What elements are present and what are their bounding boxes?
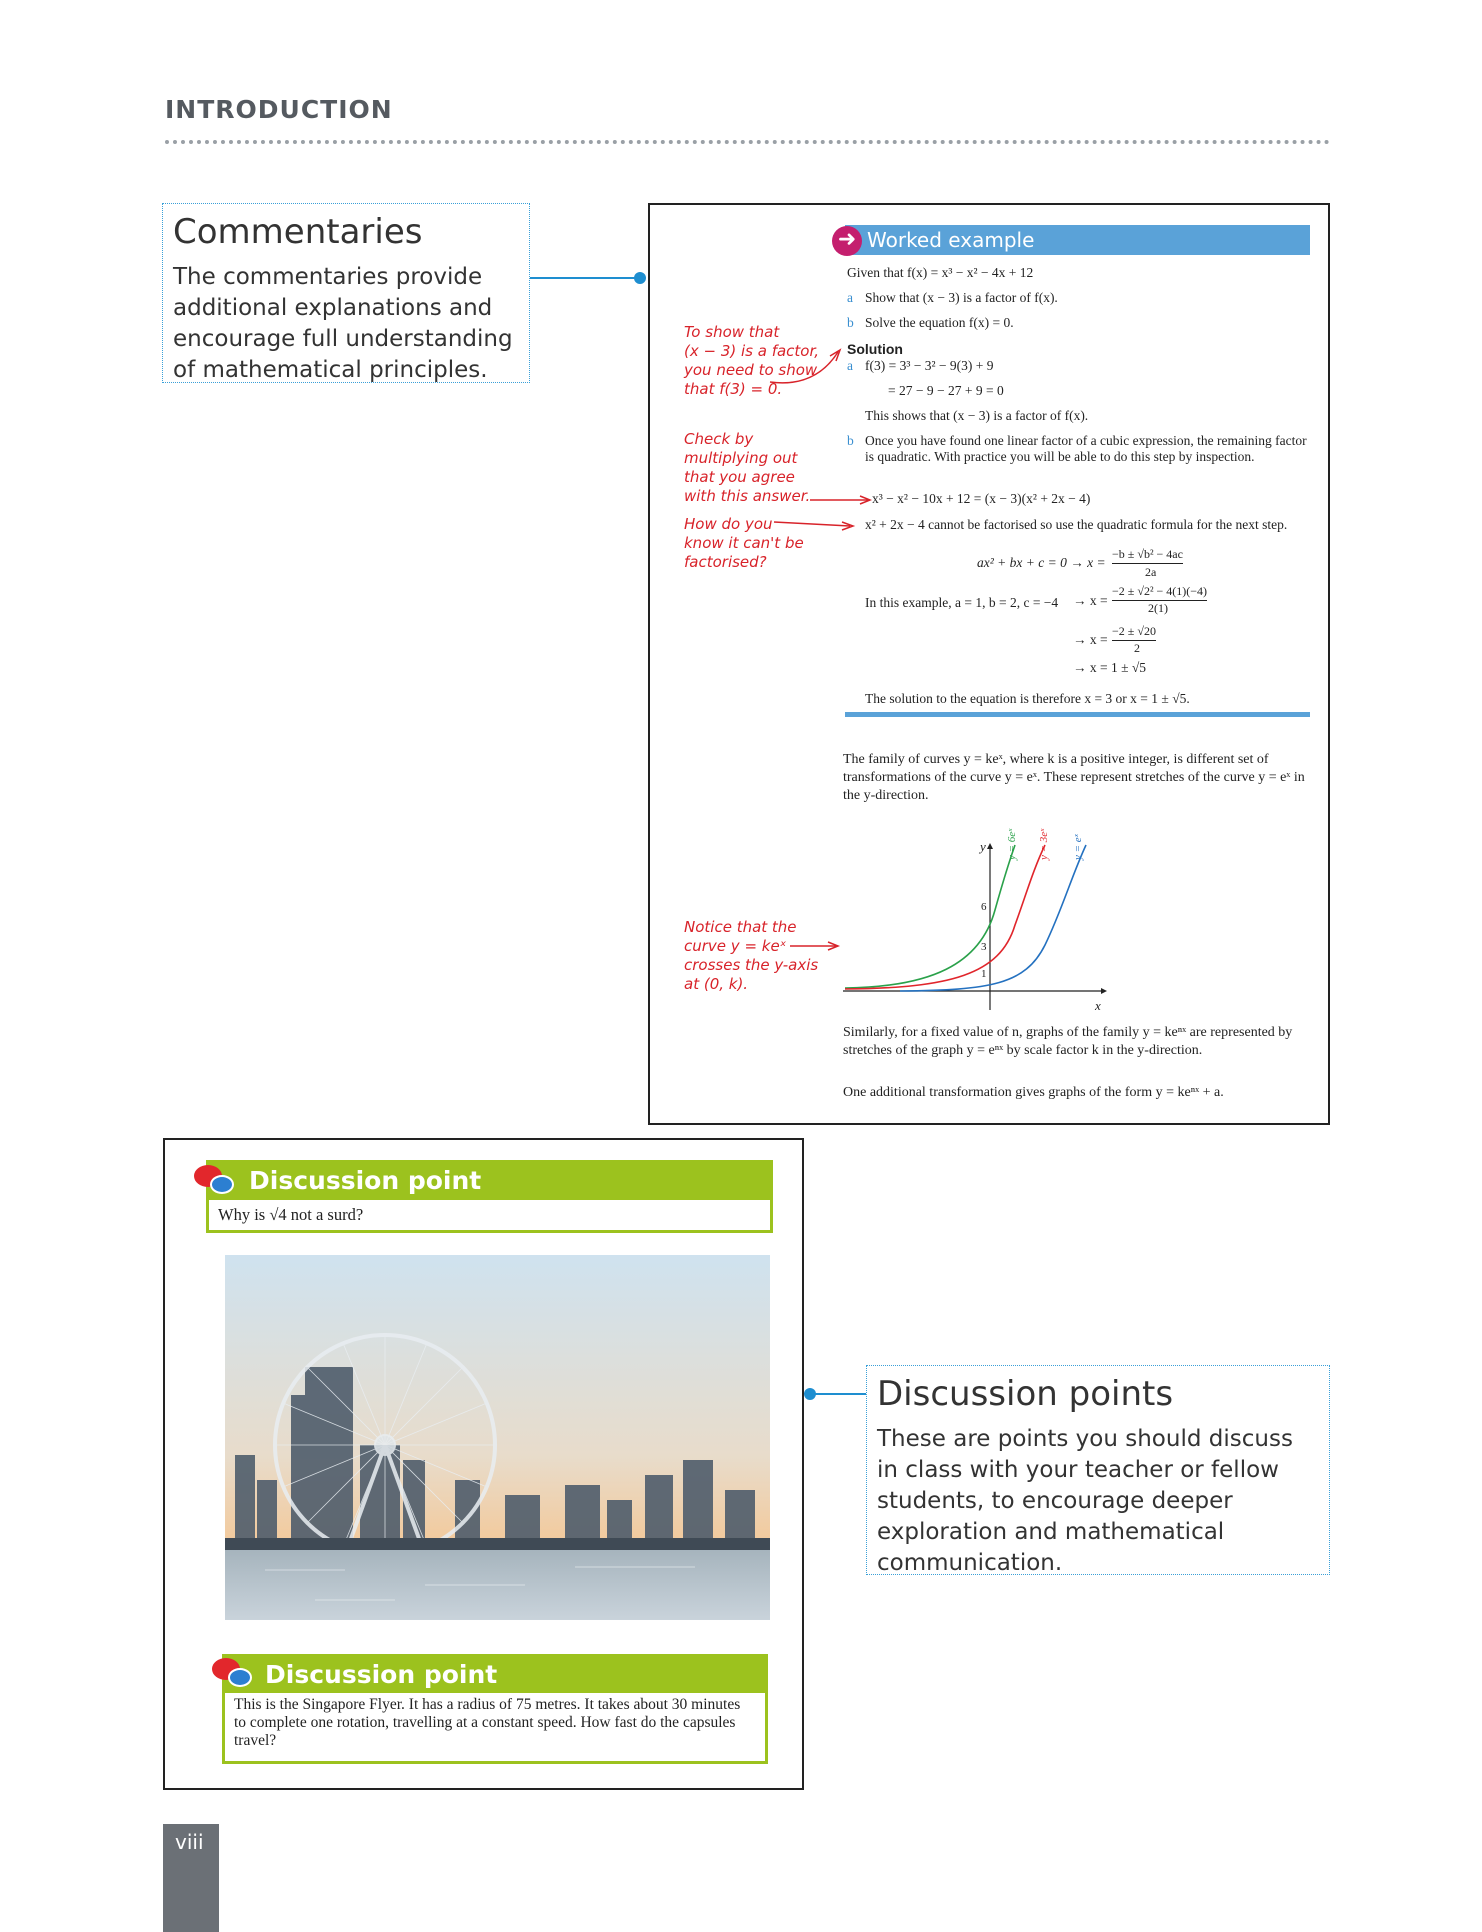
speech-bubble-blue-icon-2 [228,1668,252,1687]
example-numerator: −2 ± √2² − 4(1)(−4) [1112,584,1207,601]
step3-denominator: 2 [1134,641,1140,655]
exponential-graph [840,815,1140,1015]
page-number: viii [175,1830,204,1854]
worked-example-title: Worked example [867,228,1035,252]
annotation-factorise-line1: How do you [684,515,773,533]
annotation-factor-line1: To show that [684,323,780,341]
discussion-points-callout [866,1365,1330,1575]
annotation-factor-line2: (x − 3) is a factor, [684,342,820,360]
discussion-box-1-title: Discussion point [249,1166,482,1195]
y-axis-arrowhead [987,843,993,849]
arrow-factor [770,352,838,383]
y-axis-label: y [980,839,986,854]
sol-a-line2: = 27 − 9 − 27 + 9 = 0 [888,383,1004,398]
tick-1: 1 [981,968,987,980]
label-3ex: y = 3eˣ [1038,828,1050,860]
sol-b-line3: x² + 2x − 4 cannot be factorised so use the quadratic formula for the next step. [865,517,1288,532]
sol-a-line3: This shows that (x − 3) is a factor of f(x). [865,408,1089,423]
discussion-box-2-title: Discussion point [265,1660,498,1689]
x-axis-arrowhead [1101,988,1107,994]
example-values: In this example, a = 1, b = 2, c = −4 [865,595,1059,610]
ferris-wheel [275,1335,495,1555]
x-axis-label: x [1095,998,1101,1013]
annotation-check-line4: with this answer. [684,487,811,505]
annotation-notice-line2: curve y = keˣ [684,937,787,955]
singapore-flyer-illustration [225,1255,770,1620]
annotation-factor-line3: you need to show [684,361,818,379]
section-title: INTRODUCTION [165,95,393,124]
discussion-connector [810,1393,866,1395]
discussion-box-1-text: Why is √4 not a surd? [209,1200,770,1230]
discussion-box-2-text: This is the Singapore Flyer. It has a radius of 75 metres. It takes about 30 minutes to complete one rotation, travelling at a constant speed. How fast do the capsules travel? [225,1693,765,1761]
curves-paragraph-1: The family of curves y = keˣ, where k is a positive integer, is different set of transformations of the curve y = eˣ. These represent stretches of the curve y = eˣ in the y-direction. [843,752,1305,803]
step3-lhs: → x = [1073,632,1108,647]
annotation-check-line2: multiplying out [684,449,798,467]
arrow-factorise [774,522,850,526]
discussion-points-text: These are points you should discuss in class with your teacher or fellow students, to encourage deeper exploration and mathematical communication. [877,1426,1293,1576]
sol-a-line1: f(3) = 3³ − 3² − 9(3) + 9 [865,358,994,373]
arrow-right-icon: ➜ [832,226,862,256]
label-ex: y = eˣ [1072,834,1084,860]
annotation-factorise-line3: factorised? [684,553,767,571]
singapore-flyer-photo [225,1255,770,1620]
annotation-factor-line4: that f(3) = 0. [684,380,783,398]
part-a-text: Show that (x − 3) is a factor of f(x). [865,290,1058,305]
tick-6: 6 [981,901,987,913]
annotation-notice-line4: at (0, k). [684,975,749,993]
sol-b-label: b [847,433,854,448]
curve-3ex [845,845,1045,989]
label-6ex: y = 6eˣ [1006,828,1018,860]
step3-numerator: −2 ± √20 [1112,624,1156,641]
example-arrow: → x = [1073,593,1108,608]
formula-numerator: −b ± √b² − 4ac [1112,547,1183,564]
annotation-notice-line1: Notice that the [684,918,797,936]
tick-3: 3 [981,941,987,953]
annotation-notice-line3: crosses the y-axis [684,956,819,974]
formula-lhs: ax² + bx + c = 0 → x = [977,555,1106,570]
annotation-factorise-line2: know it can't be [684,534,804,552]
part-a-label: a [847,290,853,305]
annotation-check-line3: that you agree [684,468,795,486]
step4: → x = 1 ± √5 [1073,660,1147,675]
part-b-label: b [847,315,854,330]
commentaries-text: The commentaries provide additional explanations and encourage full understanding of mathematical principles. [173,264,513,383]
annotation-check-line1: Check by [684,430,754,448]
given-text: Given that f(x) = x³ − x² − 4x + 12 [847,265,1034,280]
formula-denominator: 2a [1145,565,1157,579]
commentaries-title: Commentaries [173,212,423,252]
conclusion-text: The solution to the equation is therefore x = 3 or x = 1 ± √5. [865,691,1190,706]
solution-heading: Solution [847,341,903,357]
curves-paragraph-2: Similarly, for a fixed value of n, graphs of the family y = keⁿˣ are represented by stretches of the graph y = eⁿˣ by scale factor k in the y-direction. [843,1025,1293,1058]
sol-b-line2: x³ − x² − 10x + 12 = (x − 3)(x² + 2x − 4) [872,491,1091,506]
discussion-points-title: Discussion points [877,1374,1174,1414]
sol-b-line1: Once you have found one linear factor of a cubic expression, the remaining factor is quadratic. With practice you will be able to do this step by inspection. [865,433,1307,464]
sol-a-label: a [847,358,853,373]
example-denominator: 2(1) [1148,601,1168,615]
curves-paragraph-3: One additional transformation gives graphs of the form y = keⁿˣ + a. [843,1085,1224,1100]
speech-bubble-blue-icon [210,1175,234,1194]
discussion-connector-dot [804,1388,816,1400]
part-b-text: Solve the equation f(x) = 0. [865,315,1014,330]
